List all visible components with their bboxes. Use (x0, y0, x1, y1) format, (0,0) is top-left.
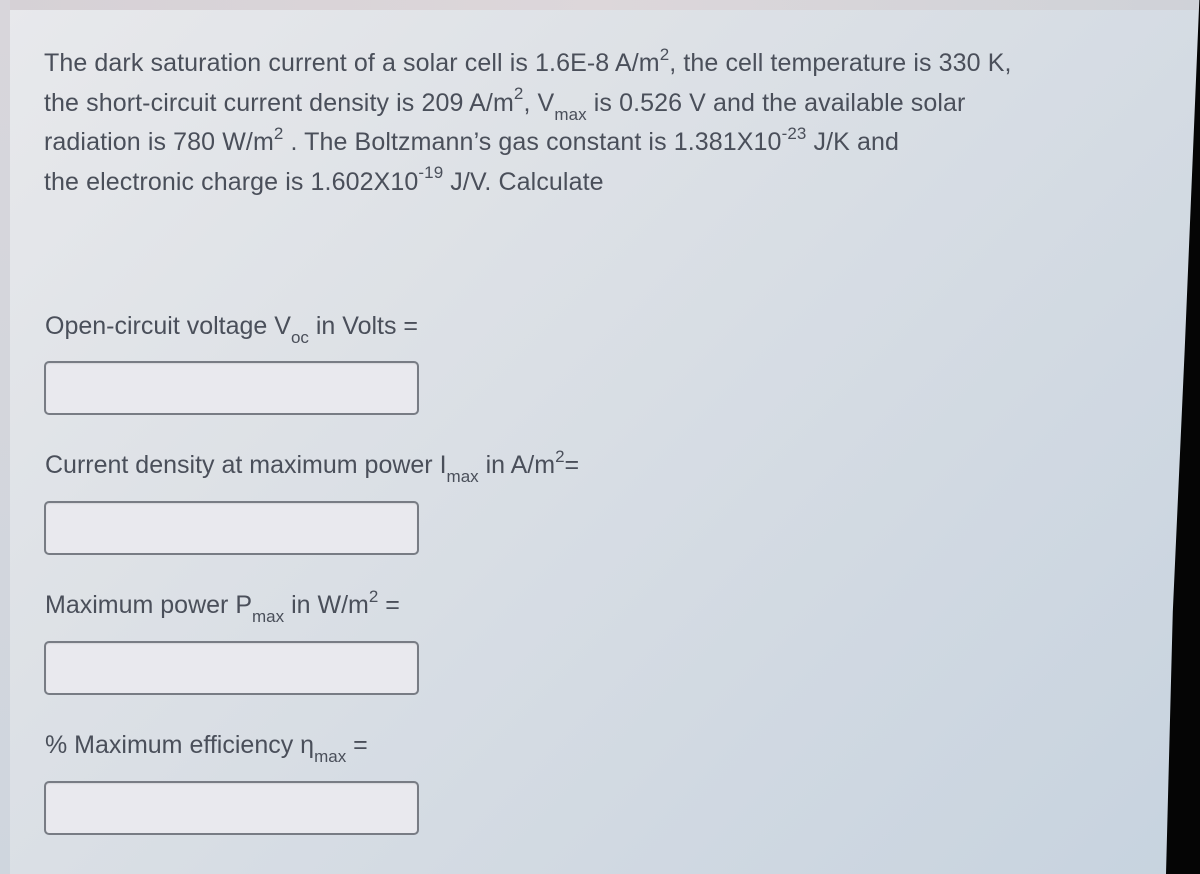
subscript: oc (290, 328, 309, 347)
maximum-power-input[interactable] (46, 643, 417, 693)
question-line-1-text-a: The dark saturation current of a solar cell is 1.6E-8 A/m (44, 49, 660, 77)
superscript: 2 (273, 123, 284, 143)
superscript: 2 (513, 84, 524, 104)
maximum-efficiency-input[interactable] (46, 783, 417, 833)
subscript: max (554, 104, 587, 124)
question-line-2-text-b: , V (523, 88, 555, 117)
superscript: -19 (418, 163, 444, 183)
maximum-efficiency-label: % Maximum efficiency $\eta_{max}$ = (45, 731, 368, 766)
left-edge (0, 0, 10, 874)
open-circuit-voltage-label: Open-circuit voltage $V_{oc}$ in Volts = (45, 312, 419, 347)
question-line-2-text-c: is 0.526 V and the available solar (586, 88, 966, 117)
superscript: 2 (659, 44, 670, 64)
maximum-efficiency-box[interactable] (44, 781, 419, 835)
question-line-2-text-a: the short-circuit current density is 209 A/m (44, 88, 514, 117)
question-line-4 (44, 163, 1164, 203)
question-line-3 (44, 123, 1164, 163)
question-line-3-text-b: . The Boltzmann’s gas constant is 1.381X10 (283, 128, 782, 156)
question-line-3-text-c: J/K and (806, 128, 899, 156)
subscript: max (314, 747, 347, 766)
question-line-4-text-b: J/V. Calculate (443, 167, 604, 196)
superscript: -23 (781, 123, 807, 143)
open-circuit-voltage-input[interactable] (46, 363, 417, 413)
subscript: max (446, 467, 479, 486)
top-strip (0, 0, 1200, 10)
current-density-input[interactable] (46, 503, 417, 553)
superscript: 2 (555, 446, 565, 466)
question-line-1-text-b: , the cell temperature is 330 K, (669, 49, 1012, 77)
subscript: max (252, 607, 285, 626)
current-density-label: Current density at maximum power $I_{max}$ in $A/m^2=$ (45, 446, 580, 486)
question-line-1 (44, 44, 1164, 84)
open-circuit-voltage-box[interactable] (44, 361, 419, 415)
maximum-power-label: Maximum power $P_{max}$ in $W/m^2$ = (45, 586, 400, 626)
question-text (44, 44, 1164, 202)
black-screen-edge (1166, 0, 1200, 874)
question-line-2 (44, 84, 1164, 124)
question-line-4-text-a: the electronic charge is 1.602X10 (44, 167, 419, 196)
question-line-3-text-a: radiation is 780 W/m (44, 128, 274, 156)
superscript: 2 (368, 586, 379, 606)
maximum-power-box[interactable] (44, 641, 419, 695)
current-density-box[interactable] (44, 501, 419, 555)
